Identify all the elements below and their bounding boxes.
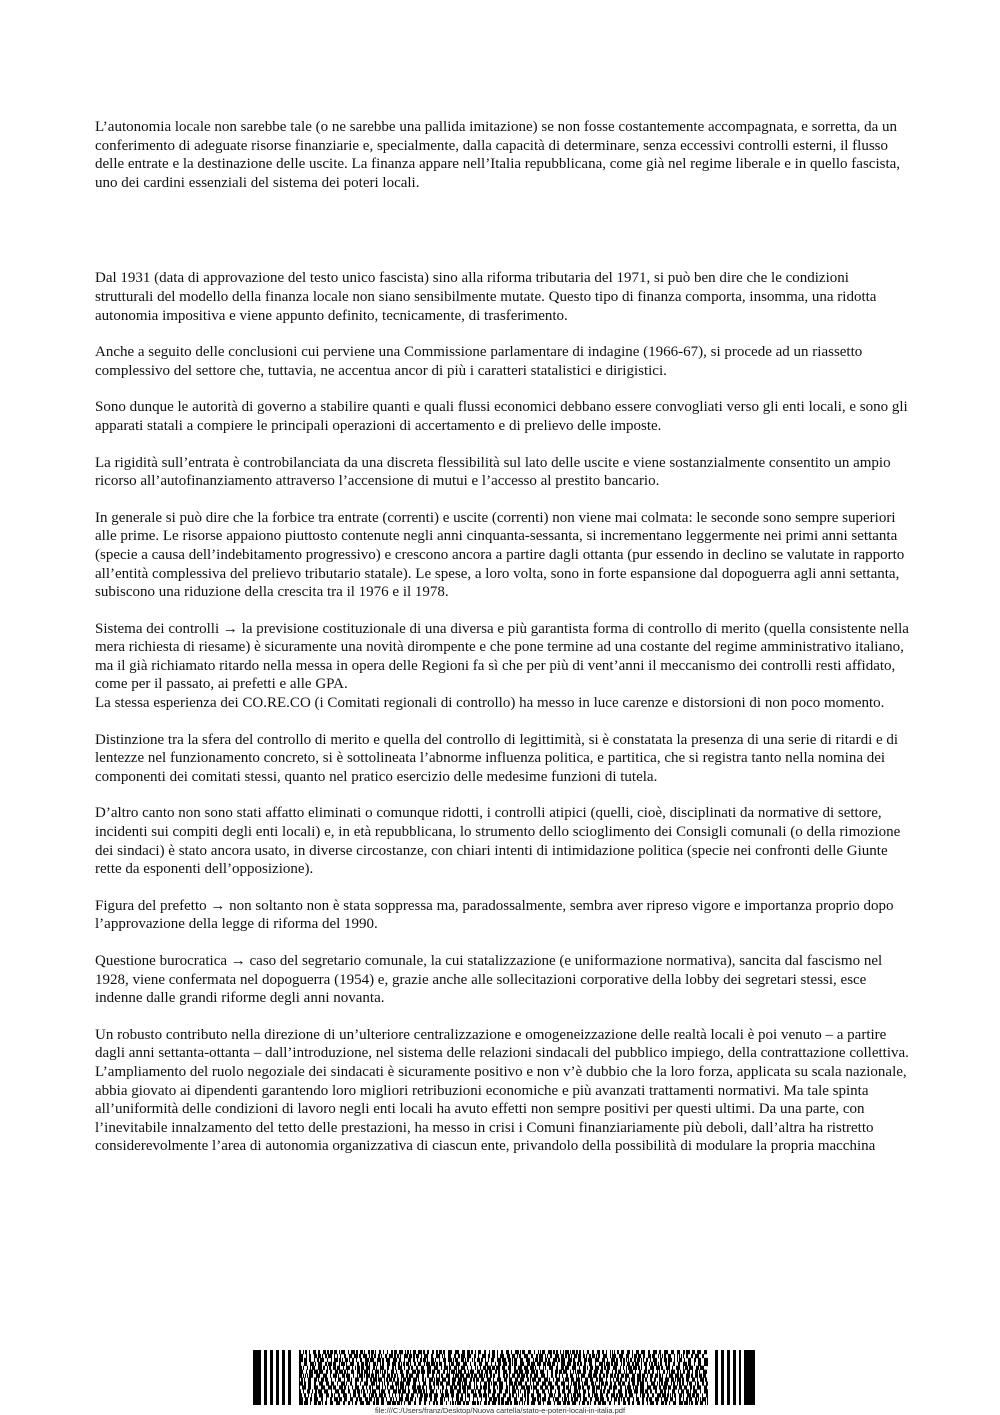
document-page bbox=[95, 118, 909, 1156]
paragraph-prefetto: Figura del prefetto → non soltanto non è stata soppressa ma, paradossalmente, sembra aver ripreso vigore e importanza proprio dopo l’approvazione della legge di riforma del 1990. bbox=[95, 897, 894, 933]
paragraph-rigidita-entrata: La rigidità sull’entrata è controbilanciata da una discreta flessibilità sul lato delle uscite e viene sostanzialmente consentito un ampio ricorso all’autofinanziamento attraverso l’accensione di mutui e l’accesso al prestito bancario. bbox=[95, 454, 891, 490]
paragraph-questione-burocratica: Questione burocratica → caso del segretario comunale, la cui statalizzazione (e uniformazione normativa), sancita dal fascismo nel 1928, viene confermata nel dopoguerra (1954) e, grazie anche alle sollecitazioni corporative della lobby dei segretari stessi, esce indenne dalle grandi riforme degli anni novanta. bbox=[95, 953, 883, 1007]
paragraph-finanza-intro: L’autonomia locale non sarebbe tale (o ne sarebbe una pallida imitazione) se non fosse costantemente accompagnata, e sorretta, da un conferimento di adeguate risorse finanziarie e, specialmente, dalla capacità di determinare, senza eccessivi controlli esterni, il flusso delle entrate e la destinazione delle uscite. La finanza appare nell’Italia repubblicana, come già nel regime liberale e in quello fascista, uno dei cardini essenziali del sistema dei poteri locali. bbox=[95, 119, 901, 191]
paragraph-controllo-merito-legittimita: Distinzione tra la sfera del controllo di merito e quella del controllo di legittimità, si è constatata la presenza di una serie di ritardi e di lentezze nel funzionamento concreto, si è sottolineata l’abnorme influenza politica, e partitica, che si registra tanto nella nomina dei componenti dei comitati stessi, quanto nel pratico esercizio delle medesime funzioni di tutela. bbox=[95, 731, 899, 785]
paragraph-1931-1971: Dal 1931 (data di approvazione del testo unico fascista) sino alla riforma tributaria del 1971, si può ben dire che le condizioni strutturali del modello della finanza locale non siano sensibilmente mutate. Questo tipo di finanza comporta, insomma, una ridotta autonomia impositiva e viene appunto definito, tecnicamente, di trasferimento. bbox=[95, 270, 877, 324]
paragraph-sistema-controlli: Sistema dei controlli → la previsione costituzionale di una diversa e più garantista forma di controllo di merito (quella consistente nella mera richiesta di riesame) è sicuramente una novità dirompente e che pone termine ad una costante del regime amministrativo italiano, ma il già richiamato ritardo nella messa in opera delle Regioni fa sì che per più di vent’anni il meccanismo dei controlli resti affidato, come per il passato, ai prefetti e alle GPA. bbox=[95, 620, 909, 693]
paragraph-contrattazione-collettiva: Un robusto contributo nella direzione di un’ulteriore centralizzazione e omogeneizzazione delle realtà locali è poi venuto – a partire dagli anni settanta-ottanta – dall’introduzione, nel sistema delle relazioni sindacali del pubblico impiego, della contrattazione collettiva. L’ampliamento del ruolo negoziale dei sindacati è sicuramente positivo e non v’è dubbio che la loro forza, applicata su scala nazionale, abbia giovato ai dipendenti garantendo loro migliori retribuzioni economiche e più avanzati trattamenti normativi. Ma tale spinta all’uniformità delle condizioni di lavoro negli enti locali ha avuto effetti non sempre positivi per questi ultimi. Da una parte, con l’inevitabile innalzamento del tetto delle prestazioni, ha messo in crisi i Comuni finanziariamente più deboli, dall’altra ha ristretto considerevolmente l’area di autonomia organizzativa di ciascun ente, privandolo della possibilità di modulare la propria macchina bbox=[95, 1026, 909, 1155]
paragraph-forbice-entrate-uscite: In generale si può dire che la forbice tra entrate (correnti) e uscite (correnti) non viene mai colmata: le seconde sono sempre superiori alle prime. Le risorse appaiono piuttosto contenute negli anni cinquanta-sessanta, si incrementano leggermente nei primi anni settanta (specie a causa dell’indebitamento progressivo) e crescono ancora a partire dagli ottanta (pur essendo in declino se valutate in rapporto all’entità complessiva del prelievo tributario statale). Le spese, a loro volta, sono in forte espansione dal dopoguerra agli anni settanta, subiscono una riduzione della crescita tra il 1976 e il 1978. bbox=[95, 509, 905, 601]
footer-file-path: file:///C:/Users/franz/Desktop/Nuova cartella/stato-e-poteri-locali-in-italia.pdf bbox=[374, 1406, 626, 1415]
paragraph-coreco: La stessa esperienza dei CO.RE.CO (i Comitati regionali di controllo) ha messo in luce carenze e distorsioni di non poco momento. bbox=[95, 695, 885, 712]
pdf417-barcode-icon bbox=[253, 1350, 755, 1405]
paragraph-commissione: Anche a seguito delle conclusioni cui perviene una Commissione parlamentare di indagine (1966-67), si procede ad un riassetto complessivo del settore che, tuttavia, ne accentua ancor di più i caratteri statalistici e dirigistici. bbox=[95, 344, 863, 379]
paragraph-autorita-governo: Sono dunque le autorità di governo a stabilire quanti e quali flussi economici debbano essere convogliati verso gli enti locali, e sono gli apparati statali a compiere le principali operazioni di accertamento e di prelievo delle imposte. bbox=[95, 399, 908, 434]
paragraph-controlli-atipici: D’altro canto non sono stati affatto eliminati o comunque ridotti, i controlli atipici (quelli, cioè, disciplinati da normative di settore, incidenti sui compiti degli enti locali) e, in età repubblicana, lo strumento dello scioglimento dei Consigli comunali (o della rimozione dei sindaci) è stato ancora usato, in diverse circostanze, con chiari intenti di intimidazione politica (specie nei confronti delle Giunte rette da esponenti dell’opposizione). bbox=[95, 805, 901, 878]
